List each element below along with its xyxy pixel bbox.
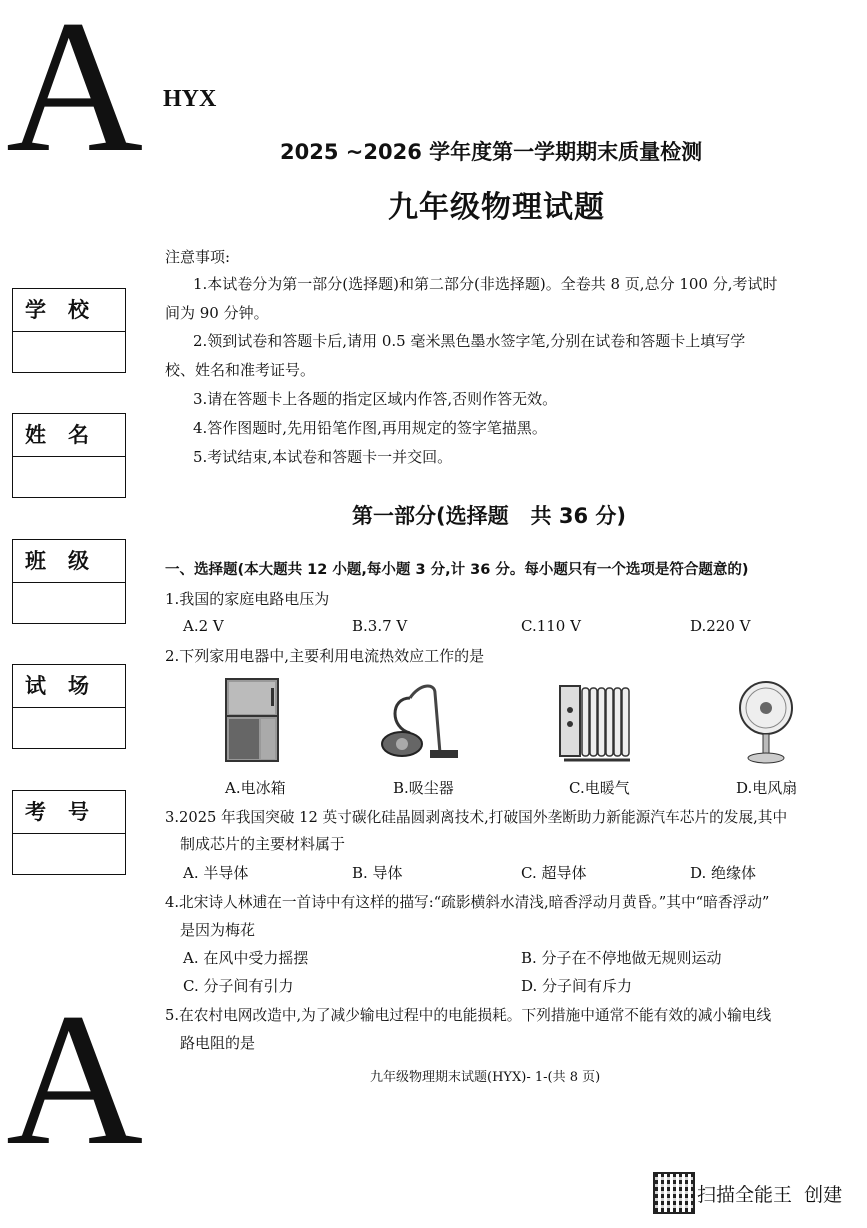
q2-option-b: B.吸尘器 [393,779,454,797]
exam-code: HYX [163,86,217,112]
exam-number-field[interactable] [12,790,126,875]
school-field-blank[interactable] [13,332,125,372]
q3-stem-line2: 制成芯片的主要材料属于 [180,835,346,853]
q2-stem: 2.下列家用电器中,主要利用电流热效应工作的是 [165,647,485,665]
exam-number-field-label: 考号 [13,791,125,834]
desk-fan-icon [736,678,796,766]
q1-option-d: D.220 V [690,617,751,635]
notice-item-2-cont: 校、姓名和准考证号。 [165,361,316,379]
q3-option-b: B. 导体 [352,864,403,882]
part1-title: 第一部分(选择题 共 36 分) [352,504,626,528]
class-field-blank[interactable] [13,583,125,623]
exam-room-field[interactable] [12,664,126,749]
page-footer: 九年级物理期末试题(HYX)- 1-(共 8 页) [370,1070,601,1085]
q1-stem: 1.我国的家庭电路电压为 [165,590,330,608]
paper-title: 九年级物理试题 [388,190,605,225]
q4-option-b: B. 分子在不停地做无规则运动 [521,949,722,967]
q3-option-d: D. 绝缘体 [690,864,757,882]
name-field-blank[interactable] [13,457,125,497]
q3-option-c: C. 超导体 [521,864,587,882]
q4-stem-line1: 4.北宋诗人林逋在一首诗中有这样的描写:“疏影横斜水清浅,暗香浮动月黄昏。”其中“暗香浮动” [165,894,770,911]
notice-item-1-cont: 间为 90 分钟。 [165,304,269,322]
corner-letter-top: A [6,0,144,192]
name-field[interactable] [12,413,126,498]
oil-heater-icon [558,680,636,766]
refrigerator-icon [223,676,283,764]
q1-option-c: C.110 V [521,617,581,635]
class-field-label: 班级 [13,540,125,583]
q4-option-a: A. 在风中受力摇摆 [183,949,309,967]
q4-stem-line2: 是因为梅花 [180,921,256,939]
q5-stem-line2: 路电阻的是 [180,1034,256,1052]
q2-option-c: C.电暖气 [569,779,630,797]
scanner-watermark: 扫描全能王 创建 [697,1184,843,1206]
name-field-label: 姓名 [13,414,125,457]
q1-option-a: A.2 V [183,617,224,635]
q4-option-d: D. 分子间有斥力 [521,977,633,995]
exam-room-field-blank[interactable] [13,708,125,748]
exam-title: 2025 ~2026 学年度第一学期期末质量检测 [280,140,703,164]
school-field[interactable] [12,288,126,373]
class-field[interactable] [12,539,126,624]
exam-room-field-label: 试场 [13,665,125,708]
notice-item-4: 4.答作图题时,先用铅笔作图,再用规定的签字笔描黑。 [193,419,547,437]
notice-title: 注意事项: [165,248,231,266]
q5-stem-line1: 5.在农村电网改造中,为了减少输电过程中的电能损耗。下列措施中通常不能有效的减小输电线 [165,1007,772,1024]
notice-item-2: 2.领到试卷和答题卡后,请用 0.5 毫米黑色墨水签字笔,分别在试卷和答题卡上填写学 [193,332,746,350]
notice-item-3: 3.请在答题卡上各题的指定区域内作答,否则作答无效。 [193,390,558,408]
q3-stem-line1: 3.2025 年我国突破 12 英寸碳化硅晶圆剥离技术,打破国外垄断助力新能源汽车芯片的发展,其中 [165,809,788,826]
q4-option-c: C. 分子间有引力 [183,977,294,995]
corner-letter-bottom: A [6,975,144,1185]
q2-option-d: D.电风扇 [736,779,798,797]
qr-code-icon [653,1172,695,1214]
q2-option-a: A.电冰箱 [225,779,286,797]
q3-option-a: A. 半导体 [183,864,249,882]
vacuum-cleaner-icon [380,678,470,764]
exam-number-field-blank[interactable] [13,834,125,874]
section-header: 一、选择题(本大题共 12 小题,每小题 3 分,计 36 分。每小题只有一个选项是符合题意的) [165,562,749,578]
school-field-label: 学校 [13,289,125,332]
notice-item-5: 5.考试结束,本试卷和答题卡一并交回。 [193,448,453,466]
notice-item-1: 1.本试卷分为第一部分(选择题)和第二部分(非选择题)。全卷共 8 页,总分 100 分,考试时 [193,275,778,293]
q1-option-b: B.3.7 V [352,617,408,635]
